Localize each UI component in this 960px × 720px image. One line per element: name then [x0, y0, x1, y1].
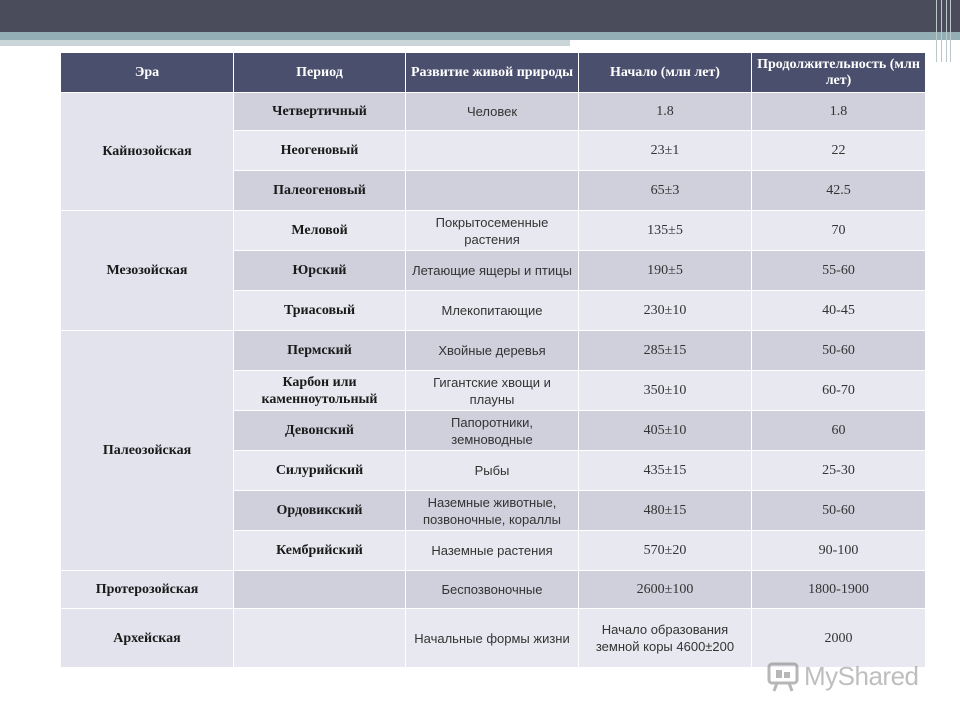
period-cell: Меловой: [234, 211, 406, 251]
life-cell: Начальные формы жизни: [406, 609, 579, 668]
life-cell: [406, 131, 579, 171]
start-cell: 230±10: [579, 291, 752, 331]
duration-cell: 50-60: [752, 491, 926, 531]
header-duration: Продолжительность (млн лет): [752, 53, 926, 93]
start-cell: 480±15: [579, 491, 752, 531]
duration-cell: 55-60: [752, 251, 926, 291]
myshared-watermark: [766, 656, 936, 696]
era-cell: Мезозойская: [61, 211, 234, 331]
duration-cell: 42.5: [752, 171, 926, 211]
period-cell: Карбон или каменноутольный: [234, 371, 406, 411]
table-row: [61, 571, 926, 609]
start-cell: 23±1: [579, 131, 752, 171]
period-cell: Юрский: [234, 251, 406, 291]
era-cell: Палеозойская: [61, 331, 234, 571]
life-cell: Беспозвоночные: [406, 571, 579, 609]
life-cell: Хвойные деревья: [406, 331, 579, 371]
start-cell: Начало образования земной коры 4600±200: [579, 609, 752, 668]
period-cell: Неогеновый: [234, 131, 406, 171]
era-cell: Кайнозойская: [61, 93, 234, 211]
table-header-row: [61, 53, 926, 93]
duration-cell: 1800-1900: [752, 571, 926, 609]
start-cell: 435±15: [579, 451, 752, 491]
start-cell: 2600±100: [579, 571, 752, 609]
duration-cell: 22: [752, 131, 926, 171]
start-cell: 570±20: [579, 531, 752, 571]
table-row: [61, 93, 926, 131]
life-cell: Млекопитающие: [406, 291, 579, 331]
period-cell: Палеогеновый: [234, 171, 406, 211]
slide-decoration-lines: [934, 0, 952, 62]
era-cell: Протерозойская: [61, 571, 234, 609]
start-cell: 65±3: [579, 171, 752, 211]
duration-cell: 25-30: [752, 451, 926, 491]
start-cell: 285±15: [579, 331, 752, 371]
start-cell: 1.8: [579, 93, 752, 131]
life-cell: Человек: [406, 93, 579, 131]
duration-cell: 50-60: [752, 331, 926, 371]
period-cell: Силурийский: [234, 451, 406, 491]
era-cell: Архейская: [61, 609, 234, 668]
period-cell: [234, 571, 406, 609]
duration-cell: 90-100: [752, 531, 926, 571]
period-cell: Кембрийский: [234, 531, 406, 571]
watermark-brand: MyShared: [804, 660, 919, 691]
table-row: [61, 211, 926, 251]
start-cell: 135±5: [579, 211, 752, 251]
life-cell: Покрытосеменные растения: [406, 211, 579, 251]
period-cell: Триасовый: [234, 291, 406, 331]
life-cell: Папоротники, земноводные: [406, 411, 579, 451]
slide-accent-stripe: [0, 32, 960, 40]
start-cell: 190±5: [579, 251, 752, 291]
life-cell: Летающие ящеры и птицы: [406, 251, 579, 291]
geological-eras-table: [60, 52, 926, 668]
life-cell: Гигантские хвощи и плауны: [406, 371, 579, 411]
duration-cell: 2000: [752, 609, 926, 668]
period-cell: Ордовикский: [234, 491, 406, 531]
period-cell: Пермский: [234, 331, 406, 371]
presentation-board-icon: [766, 659, 800, 693]
duration-cell: 40-45: [752, 291, 926, 331]
header-era: Эра: [61, 53, 234, 93]
duration-cell: 1.8: [752, 93, 926, 131]
header-life-development: Развитие живой природы: [406, 53, 579, 93]
life-cell: Рыбы: [406, 451, 579, 491]
start-cell: 405±10: [579, 411, 752, 451]
period-cell: Девонский: [234, 411, 406, 451]
life-cell: Наземные животные, позвоночные, кораллы: [406, 491, 579, 531]
table-row: [61, 331, 926, 371]
period-cell: Четвертичный: [234, 93, 406, 131]
duration-cell: 60: [752, 411, 926, 451]
slide-accent-stripe-light: [0, 40, 570, 46]
header-start: Начало (млн лет): [579, 53, 752, 93]
start-cell: 350±10: [579, 371, 752, 411]
header-period: Период: [234, 53, 406, 93]
duration-cell: 70: [752, 211, 926, 251]
duration-cell: 60-70: [752, 371, 926, 411]
period-cell: [234, 609, 406, 668]
slide-top-bar: [0, 0, 960, 32]
life-cell: Наземные растения: [406, 531, 579, 571]
life-cell: [406, 171, 579, 211]
